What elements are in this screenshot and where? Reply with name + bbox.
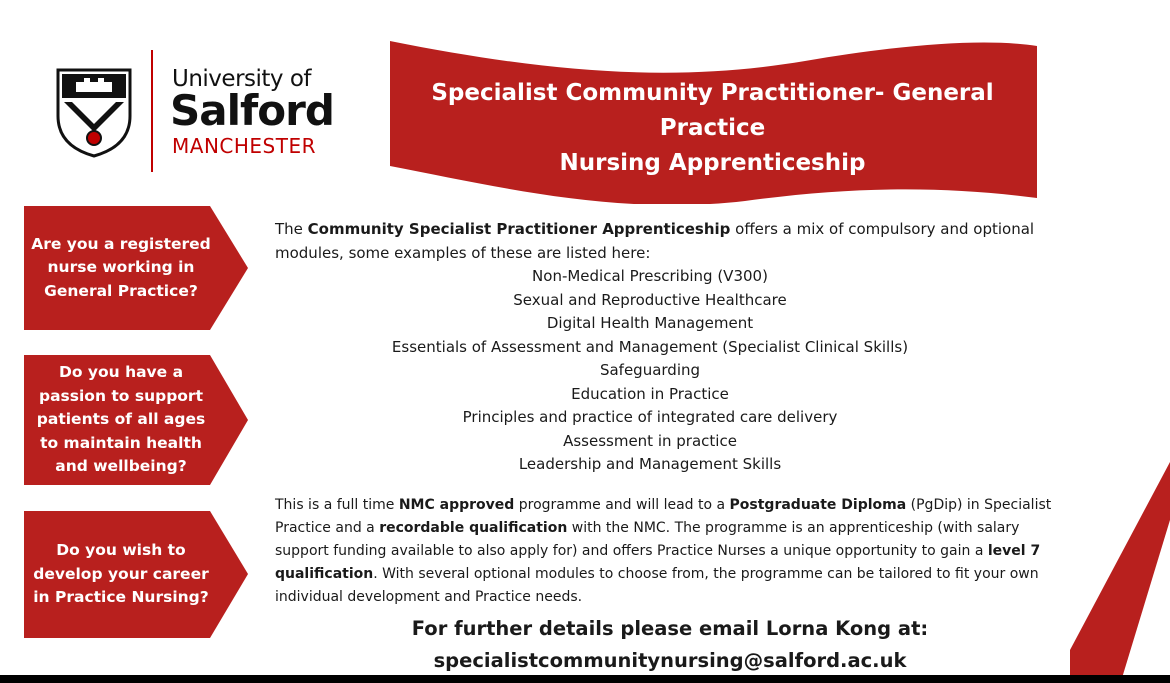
logo-line-manchester: MANCHESTER — [172, 134, 316, 158]
programme-description — [275, 494, 1065, 609]
main-content — [275, 218, 1065, 677]
question-text: Do you wish to develop your career in Practice Nursing? — [33, 541, 209, 607]
module-item: Digital Health Management — [546, 314, 754, 332]
module-item: Non-Medical Prescribing (V300) — [532, 267, 768, 285]
question-arrow-passion — [24, 355, 250, 485]
intro-programme-name: Community Specialist Practitioner Apprenticeship — [307, 220, 731, 238]
programme-text: programme and will lead to a — [514, 496, 730, 513]
contact-block — [275, 613, 1065, 677]
contact-email-link[interactable]: specialistcommunitynursing@salford.ac.uk — [433, 648, 907, 672]
question-arrow-career — [24, 511, 250, 638]
programme-text: (PgDip) in Specialist Practice and a — [275, 496, 1052, 536]
programme-bold: level 7 qualification — [275, 542, 1041, 582]
module-item: Essentials of Assessment and Management (Specialist Clinical Skills) — [391, 337, 909, 356]
programme-text: with the NMC. The programme is an apprenticeship (with salary support funding available to also apply for) and offers Practice Nurses a unique opportunity to gain a — [275, 519, 1020, 559]
module-list — [275, 265, 1025, 477]
intro-prefix: The — [275, 220, 308, 238]
university-logo — [56, 50, 334, 172]
module-item: Assessment in practice — [563, 431, 737, 450]
intro-suffix: offers a mix of compulsory and optional modules, some examples of these are listed here: — [275, 220, 1035, 262]
question-arrow-registered-nurse — [24, 206, 250, 330]
university-crest-icon — [56, 68, 132, 158]
module-item: Sexual and Reproductive Healthcare — [513, 290, 787, 309]
module-item: Education in Practice — [571, 384, 729, 403]
question-text: Do you have a passion to support patients of all ages to maintain health and wellbeing? — [36, 363, 206, 476]
logo-line-salford: Salford — [170, 86, 334, 135]
programme-text: This is a full time — [275, 496, 399, 513]
programme-bold: NMC approved — [398, 496, 515, 513]
logo-line-university-of: University of — [172, 66, 312, 92]
title-line-2: Nursing Apprenticeship — [559, 150, 866, 176]
title-banner — [385, 36, 1040, 204]
programme-bold: recordable qualification — [379, 519, 568, 536]
module-item: Leadership and Management Skills — [518, 455, 782, 473]
intro-paragraph — [275, 218, 1065, 265]
logo-divider — [151, 50, 153, 172]
page-title — [385, 76, 1040, 181]
module-item: Principles and practice of integrated care delivery — [462, 408, 838, 426]
title-line-1: Specialist Community Practitioner- General Practice — [431, 80, 994, 141]
question-text: Are you a registered nurse working in General Practice? — [31, 234, 211, 300]
programme-text: . With several optional modules to choose from, the programme can be tailored to fit your own individual development and Practice needs. — [275, 565, 1039, 605]
contact-line: For further details please email Lorna Kong at: — [411, 616, 929, 640]
bottom-bar — [0, 675, 1170, 683]
programme-bold: Postgraduate Diploma — [729, 496, 907, 513]
module-item: Safeguarding — [599, 361, 701, 379]
decorative-stripe — [1070, 430, 1170, 678]
